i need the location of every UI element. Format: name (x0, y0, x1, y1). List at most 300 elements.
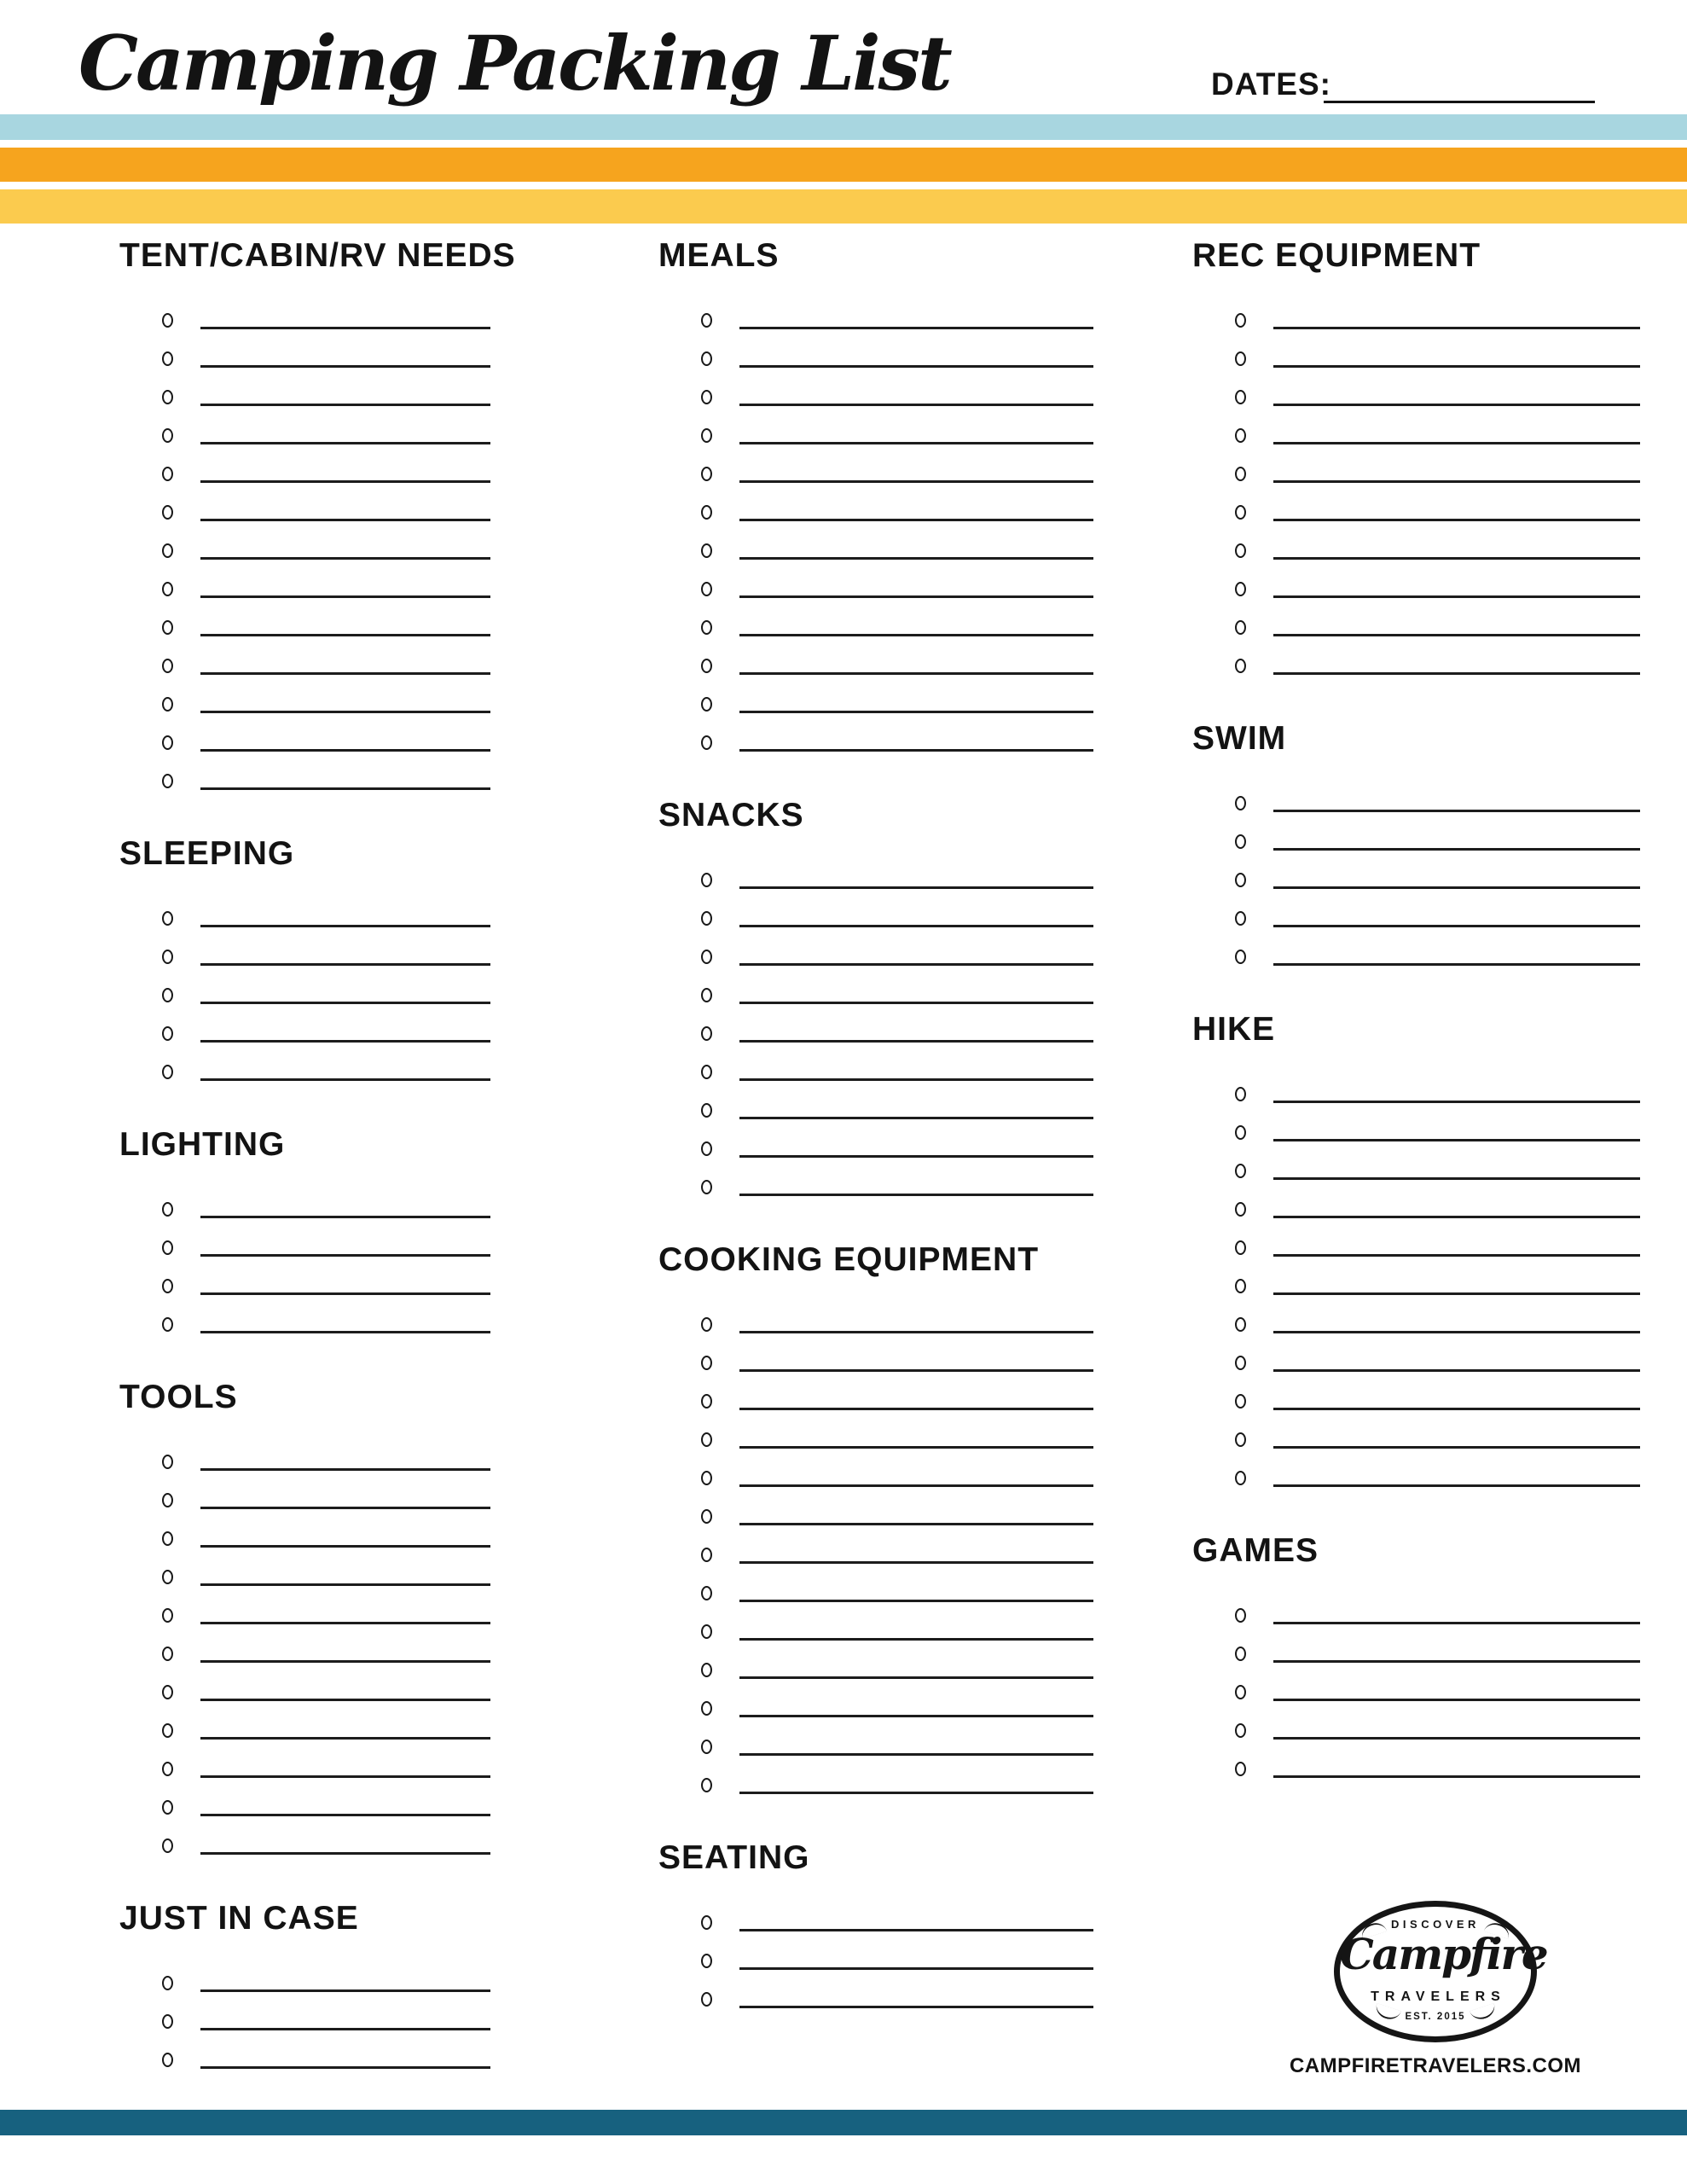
checkbox-circle (1235, 1471, 1246, 1485)
blank-line (200, 1507, 490, 1509)
checklist-row (1192, 1193, 1640, 1231)
checklist-row (119, 1269, 490, 1308)
checklist-row (119, 940, 490, 979)
blank-line (739, 711, 1093, 713)
checkbox-circle (1235, 543, 1246, 558)
blank-line (739, 672, 1093, 675)
checklist-row (119, 342, 490, 380)
checklist-row (1192, 534, 1640, 572)
checkbox-circle (1235, 659, 1246, 673)
section-heading: COOKING EQUIPMENT (658, 1241, 1040, 1278)
checkbox-circle (1235, 1608, 1246, 1623)
checkbox-circle (1235, 582, 1246, 596)
blank-line (739, 1638, 1093, 1641)
blank-line (200, 1737, 490, 1740)
blank-line (200, 1040, 490, 1043)
checklist-row (658, 1538, 1093, 1577)
checkbox-circle (162, 1455, 173, 1469)
blank-line (1273, 848, 1640, 851)
blank-line (200, 1331, 490, 1333)
section-heading: JUST IN CASE (119, 1900, 359, 1937)
checkbox-circle (1235, 796, 1246, 810)
checkbox-circle (162, 659, 173, 673)
checkbox-circle (162, 582, 173, 596)
checkbox-circle (701, 1356, 712, 1370)
section-heading: TENT/CABIN/RV NEEDS (119, 237, 516, 274)
blank-line (200, 1545, 490, 1548)
blank-line (739, 1331, 1093, 1333)
blank-line (1273, 886, 1640, 889)
checklist-row (658, 496, 1093, 534)
blank-line (739, 1967, 1093, 1970)
blank-line (1273, 963, 1640, 966)
blank-line (739, 2006, 1093, 2008)
checkbox-circle (701, 390, 712, 404)
checkbox-circle (1235, 1125, 1246, 1140)
blank-line (739, 480, 1093, 483)
checklist-column-left (119, 237, 516, 2082)
checklist-row (119, 726, 490, 764)
checkbox-circle (1235, 1723, 1246, 1738)
blank-line (200, 711, 490, 713)
checklist-row (119, 304, 490, 342)
checklist-row (658, 419, 1093, 457)
blank-line (200, 1660, 490, 1663)
blank-line (1273, 1101, 1640, 1103)
dates-field (1211, 67, 1331, 102)
checkbox-circle (1235, 911, 1246, 926)
checklist-row (119, 902, 490, 940)
checklist-row (1192, 1231, 1640, 1269)
checklist-row (119, 534, 490, 572)
checkbox-circle (162, 313, 173, 328)
blank-line (200, 365, 490, 368)
checkbox-circle (162, 505, 173, 520)
blank-line (200, 749, 490, 752)
checklist-row (658, 1769, 1093, 1807)
checklist-row (119, 2005, 490, 2043)
blank-line (1273, 925, 1640, 927)
checkbox-circle (162, 1279, 173, 1293)
blank-line (1273, 1775, 1640, 1778)
checkbox-circle (162, 950, 173, 964)
checkbox-circle (162, 1531, 173, 1546)
blank-line (200, 1002, 490, 1004)
checkbox-circle (701, 1394, 712, 1409)
blank-line (1273, 442, 1640, 444)
checklist-row (119, 572, 490, 611)
blank-line (200, 1775, 490, 1778)
blank-line (739, 963, 1093, 966)
blank-line (1273, 634, 1640, 636)
blank-line (200, 1468, 490, 1471)
checkbox-circle (701, 467, 712, 481)
checkbox-circle (162, 735, 173, 750)
checkbox-circle (701, 950, 712, 964)
section-heading: SWIM (1192, 720, 1287, 757)
checkbox-circle (701, 659, 712, 673)
checklist-row (119, 764, 490, 803)
checklist-row (658, 1055, 1093, 1094)
checklist-row (1192, 1346, 1640, 1385)
checkbox-circle (701, 1778, 712, 1792)
blank-line (200, 327, 490, 329)
checkbox-circle (162, 428, 173, 443)
checkbox-circle (162, 467, 173, 481)
blank-line (1273, 1369, 1640, 1372)
blank-line (200, 1699, 490, 1701)
checklist-row (1192, 304, 1640, 342)
checklist-row (1192, 1269, 1640, 1308)
blank-line (739, 1715, 1093, 1717)
checklist-row (119, 1231, 490, 1269)
checklist-row (119, 419, 490, 457)
blank-line (1273, 1484, 1640, 1487)
checkbox-circle (162, 1608, 173, 1623)
blank-line (739, 1561, 1093, 1564)
checklist-row (658, 1577, 1093, 1615)
checkbox-circle (701, 1586, 712, 1600)
section-heading: REC EQUIPMENT (1192, 237, 1481, 274)
blank-line (200, 1292, 490, 1295)
checkbox-circle (701, 1509, 712, 1524)
checklist-row (658, 1692, 1093, 1730)
checklist-row (658, 1385, 1093, 1423)
blank-line (200, 2066, 490, 2069)
decor-stripe-yellow (0, 189, 1687, 224)
checklist-row (658, 611, 1093, 649)
checkbox-circle (1235, 1432, 1246, 1447)
checkbox-circle (1235, 1240, 1246, 1255)
checkbox-circle (1235, 620, 1246, 635)
checklist-row (1192, 863, 1640, 902)
checklist-row (658, 688, 1093, 726)
blank-line (739, 1155, 1093, 1158)
section-heading: SNACKS (658, 797, 804, 834)
blank-line (739, 1600, 1093, 1602)
checkbox-circle (1235, 1087, 1246, 1101)
checklist-row (658, 1730, 1093, 1769)
checklist-column-middle (658, 237, 1093, 2021)
checkbox-circle (701, 313, 712, 328)
blank-line (1273, 1331, 1640, 1333)
checklist-row (119, 1714, 490, 1752)
blank-line (1273, 519, 1640, 521)
blank-line (739, 1408, 1093, 1410)
logo-arc-icon (1470, 2003, 1498, 2023)
checkbox-circle (701, 911, 712, 926)
checkbox-circle (1235, 1279, 1246, 1293)
checklist-row (1192, 1752, 1640, 1791)
checklist-row (1192, 572, 1640, 611)
blank-line (200, 925, 490, 927)
blank-line (739, 442, 1093, 444)
checkbox-circle (701, 1180, 712, 1194)
decor-stripe-blue (0, 114, 1687, 140)
checklist-row (119, 1791, 490, 1829)
checklist-row (658, 1308, 1093, 1346)
blank-line (1273, 1216, 1640, 1218)
checklist-row (658, 534, 1093, 572)
checklist-row (1192, 1308, 1640, 1346)
logo-oval-badge (1334, 1901, 1547, 2042)
blank-line (200, 1814, 490, 1816)
checklist-row (1192, 457, 1640, 496)
blank-line (739, 1484, 1093, 1487)
checkbox-circle (701, 1954, 712, 1968)
checkbox-circle (701, 1624, 712, 1639)
checkbox-circle (162, 1570, 173, 1584)
checklist-row (1192, 1461, 1640, 1500)
checklist-row (658, 979, 1093, 1017)
logo-brand-name: Campfire (1340, 1929, 1547, 1979)
checklist-row (119, 1522, 490, 1560)
checklist-row (119, 2043, 490, 2082)
checkbox-circle (162, 1838, 173, 1853)
checkbox-circle (701, 873, 712, 887)
checkbox-circle (1235, 313, 1246, 328)
checkbox-circle (1235, 1685, 1246, 1699)
checklist-row (1192, 1637, 1640, 1676)
checklist-row (1192, 1077, 1640, 1116)
checkbox-circle (1235, 1356, 1246, 1370)
blank-line (1273, 365, 1640, 368)
section-heading: LIGHTING (119, 1126, 286, 1163)
checklist-row (658, 902, 1093, 940)
checkbox-circle (162, 1493, 173, 1507)
blank-line (1273, 1254, 1640, 1257)
checkbox-circle (1235, 1647, 1246, 1661)
checkbox-circle (162, 1202, 173, 1217)
blank-line (1273, 1177, 1640, 1180)
section-heading: SEATING (658, 1839, 810, 1876)
checklist-row (658, 1944, 1093, 1983)
checkbox-circle (162, 1065, 173, 1079)
checklist-row (1192, 1423, 1640, 1461)
checklist-row (658, 726, 1093, 764)
checkbox-circle (701, 1141, 712, 1156)
blank-line (739, 557, 1093, 560)
checklist-row (1192, 342, 1640, 380)
checklist-row (1192, 902, 1640, 940)
decor-stripe-orange (0, 148, 1687, 182)
checklist-row (658, 457, 1093, 496)
blank-line (739, 519, 1093, 521)
checklist-row (658, 1094, 1093, 1132)
checkbox-circle (701, 582, 712, 596)
checkbox-circle (1235, 834, 1246, 849)
blank-line (1273, 1446, 1640, 1449)
checklist-row (1192, 1676, 1640, 1714)
dates-label: DATES: (1211, 67, 1331, 102)
blank-line (739, 1753, 1093, 1756)
checkbox-circle (162, 911, 173, 926)
checkbox-circle (162, 390, 173, 404)
blank-line (739, 365, 1093, 368)
blank-line (200, 1254, 490, 1257)
blank-line (1273, 557, 1640, 560)
section-heading: HIKE (1192, 1011, 1276, 1048)
blank-line (739, 1194, 1093, 1196)
checklist-row (658, 572, 1093, 611)
blank-line (200, 634, 490, 636)
blank-line (1273, 1737, 1640, 1740)
logo-established-text (1340, 2011, 1531, 2023)
checkbox-circle (162, 2014, 173, 2029)
checkbox-circle (1235, 1394, 1246, 1409)
blank-line (739, 404, 1093, 406)
blank-line (200, 519, 490, 521)
checkbox-circle (162, 1685, 173, 1699)
checkbox-circle (162, 774, 173, 788)
checklist-row (658, 649, 1093, 688)
checklist-row (1192, 1385, 1640, 1423)
checkbox-circle (1235, 390, 1246, 404)
checklist-row (1192, 825, 1640, 863)
blank-line (1273, 404, 1640, 406)
section-heading: GAMES (1192, 1532, 1319, 1569)
blank-line (739, 1078, 1093, 1081)
checkbox-circle (701, 428, 712, 443)
checkbox-circle (162, 1976, 173, 1990)
blank-line (739, 327, 1093, 329)
checklist-row (1192, 1116, 1640, 1154)
checkbox-circle (162, 1800, 173, 1815)
checklist-row (658, 863, 1093, 902)
blank-line (200, 557, 490, 560)
blank-line (739, 634, 1093, 636)
checkbox-circle (701, 735, 712, 750)
section-heading: MEALS (658, 237, 780, 274)
blank-line (739, 886, 1093, 889)
checklist-row (658, 1346, 1093, 1385)
blank-line (1273, 672, 1640, 675)
blank-line (200, 1583, 490, 1586)
blank-line (1273, 1292, 1640, 1295)
checklist-row (1192, 611, 1640, 649)
checkbox-circle (162, 1647, 173, 1661)
blank-line (1273, 595, 1640, 598)
checklist-row (119, 380, 490, 419)
checklist-row (119, 496, 490, 534)
checkbox-circle (162, 1723, 173, 1738)
footer-teal-bar (0, 2110, 1687, 2135)
checklist-row (119, 1017, 490, 1055)
logo-discover-label: DISCOVER (1391, 1918, 1480, 1931)
checklist-row (658, 1906, 1093, 1944)
logo-arc-icon (1374, 2003, 1402, 2023)
checklist-column-right (1192, 237, 1640, 1791)
blank-line (739, 1117, 1093, 1119)
checklist-row (119, 1484, 490, 1522)
checkbox-circle (162, 2053, 173, 2067)
checkbox-circle (701, 1026, 712, 1041)
blank-line (1273, 1408, 1640, 1410)
blank-line (1273, 1699, 1640, 1701)
checklist-row (658, 1132, 1093, 1170)
checklist-row (119, 611, 490, 649)
checkbox-circle (701, 1915, 712, 1930)
checklist-row (119, 1637, 490, 1676)
checkbox-circle (701, 697, 712, 712)
checkbox-circle (701, 1663, 712, 1677)
checkbox-circle (1235, 1317, 1246, 1332)
checkbox-circle (701, 1317, 712, 1332)
checklist-row (658, 1170, 1093, 1209)
blank-line (739, 1792, 1093, 1794)
checkbox-circle (162, 620, 173, 635)
checklist-row (658, 1615, 1093, 1653)
checklist-row (1192, 380, 1640, 419)
blank-line (739, 1369, 1093, 1372)
blank-line (739, 749, 1093, 752)
blank-line (200, 595, 490, 598)
brand-logo (1265, 1901, 1606, 2078)
checklist-row (119, 1966, 490, 2005)
checklist-row (119, 1829, 490, 1867)
checklist-row (119, 457, 490, 496)
checklist-row (119, 1676, 490, 1714)
checkbox-circle (701, 1548, 712, 1562)
blank-line (1273, 1139, 1640, 1141)
checkbox-circle (701, 1065, 712, 1079)
checkbox-circle (701, 1992, 712, 2007)
checklist-row (119, 688, 490, 726)
checkbox-circle (1235, 1762, 1246, 1776)
footer-url: CAMPFIRETRAVELERS.COM (1289, 2054, 1582, 2077)
checkbox-circle (1235, 1164, 1246, 1178)
checklist-row (119, 1560, 490, 1599)
blank-line (200, 787, 490, 790)
checklist-row (1192, 419, 1640, 457)
checkbox-circle (162, 697, 173, 712)
checklist-row (658, 1461, 1093, 1500)
checklist-row (1192, 1714, 1640, 1752)
checklist-row (119, 1308, 490, 1346)
checkbox-circle (701, 1471, 712, 1485)
blank-line (739, 1002, 1093, 1004)
checklist-row (1192, 649, 1640, 688)
blank-line (739, 925, 1093, 927)
checkbox-circle (1235, 873, 1246, 887)
checklist-row (119, 1193, 490, 1231)
blank-line (200, 1078, 490, 1081)
blank-line (739, 1446, 1093, 1449)
blank-line (200, 1852, 490, 1855)
checkbox-circle (162, 543, 173, 558)
checklist-row (658, 380, 1093, 419)
checkbox-circle (162, 351, 173, 366)
checklist-row (1192, 496, 1640, 534)
section-heading: TOOLS (119, 1379, 238, 1415)
checklist-row (119, 1445, 490, 1484)
checkbox-circle (162, 1762, 173, 1776)
checkbox-circle (1235, 505, 1246, 520)
logo-est-label: EST. 2015 (1405, 2012, 1466, 2022)
section-heading: SLEEPING (119, 835, 295, 872)
checklist-row (119, 1055, 490, 1094)
blank-line (200, 2028, 490, 2030)
checkbox-circle (701, 1103, 712, 1118)
checklist-row (658, 1653, 1093, 1692)
blank-line (739, 1929, 1093, 1931)
checkbox-circle (1235, 428, 1246, 443)
blank-line (200, 672, 490, 675)
checkbox-circle (1235, 351, 1246, 366)
checkbox-circle (701, 1701, 712, 1716)
blank-line (1273, 327, 1640, 329)
checkbox-circle (701, 988, 712, 1002)
